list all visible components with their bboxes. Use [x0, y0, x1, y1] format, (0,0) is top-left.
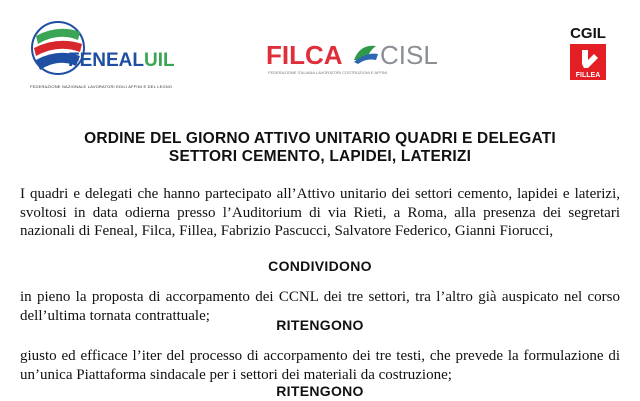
feneal-emblem [28, 18, 188, 84]
filca-subline: FEDERAZIONE ITALIANA LAVORATORI COSTRUZIONI E AFFINI [268, 70, 388, 75]
resolution-verb-ritengono-1: RITENGONO [276, 317, 364, 333]
feneal-subline: FEDERAZIONE NAZIONALE LAVORATORI EDILI AFFINI E DEL LEGNO [30, 84, 173, 89]
filca-cisl-logo [266, 40, 446, 84]
svg-text:CISL: CISL [380, 40, 438, 70]
cgil-fillea-logo [558, 24, 618, 88]
svg-text:FILCA: FILCA [266, 40, 343, 70]
cgil-emblem [558, 24, 618, 88]
paragraph-accorpamento: in pieno la proposta di accorpamento dei CCNL dei tre settori, tra l’altro già auspicato nel corso dell’ultima tornata contrattuale; [20, 289, 620, 324]
paragraph-iter: giusto ed efficace l’iter del processo di accorpamento dei tre testi, che prevede la formulazione di un’unica Piattaforma sindacale per i settori dei materiali da costruzione; [20, 348, 620, 383]
svg-text:FENEAL: FENEAL [68, 50, 144, 71]
document-title-line-1: ORDINE DEL GIORNO ATTIVO UNITARIO QUADRI E DELEGATI [84, 130, 556, 147]
feneal-uil-logo [28, 18, 188, 98]
intro-paragraph: I quadri e delegati che hanno partecipato all’Attivo unitario dei settori cemento, lapidei e laterizi, svoltosi in data odierna presso l’Auditorium di via Rieti, a Roma, alla presenza dei segretari nazionali di Feneal, Filca, Fillea, Fabrizio Pascucci, Salvatore Federico, Gianni Fiorucci, [20, 186, 620, 239]
svg-text:FILLEA: FILLEA [575, 72, 601, 79]
letterhead [0, 0, 640, 110]
document-title-line-2: SETTORI CEMENTO, LAPIDEI, LATERIZI [168, 148, 472, 165]
resolution-verb-condividono: CONDIVIDONO [268, 258, 372, 274]
svg-text:UIL: UIL [144, 50, 175, 71]
resolution-verb-ritengono-2: RITENGONO [276, 383, 364, 399]
svg-text:CGIL: CGIL [570, 25, 606, 42]
filca-wordmark [266, 40, 446, 70]
